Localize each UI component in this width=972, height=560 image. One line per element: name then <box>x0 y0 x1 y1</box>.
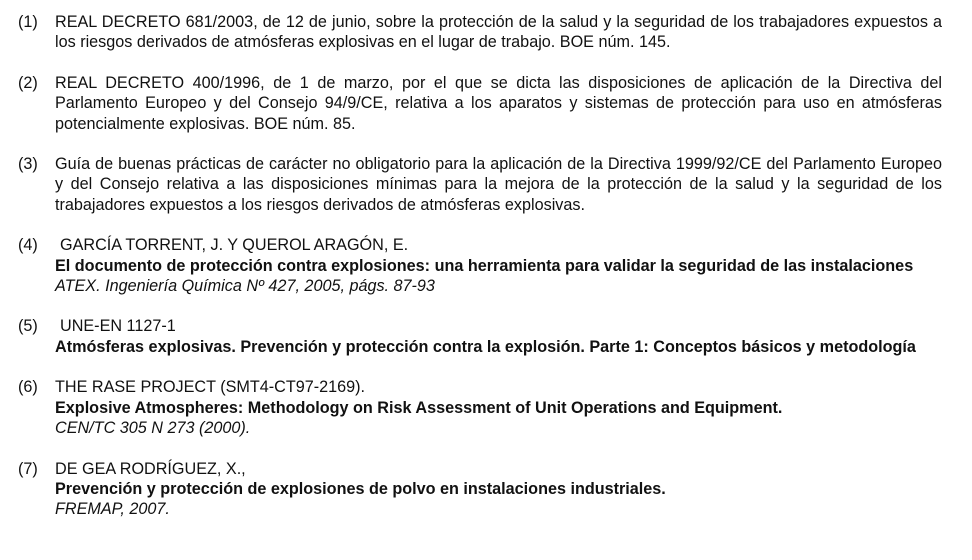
reference-source: FREMAP, 2007. <box>55 500 170 519</box>
reference-item-6 <box>18 377 942 438</box>
reference-text: REAL DECRETO 400/1996, de 1 de marzo, por el que se dicta las disposiciones de aplicación de la Directiva del Parlamento Europeo y del Consejo 94/9/CE, relativa a los aparatos y sistemas de protección para uso en atmósferas potencialmente explosivas. BOE núm. 85. <box>55 73 942 133</box>
reference-title: Atmósferas explosivas. Prevención y protección contra la explosión. Parte 1: Conceptos básicos y metodología <box>55 337 916 356</box>
reference-number: (3) <box>18 155 38 174</box>
reference-item-3 <box>18 154 942 215</box>
reference-item-4 <box>18 235 942 296</box>
reference-author: DE GEA RODRÍGUEZ, X., <box>55 459 246 478</box>
reference-body <box>55 154 942 215</box>
reference-item-7 <box>18 459 942 520</box>
reference-list <box>18 12 942 520</box>
reference-author: THE RASE PROJECT (SMT4-CT97-2169). <box>55 378 366 397</box>
reference-number: (7) <box>18 459 38 478</box>
reference-number: (6) <box>18 378 38 397</box>
reference-item-2 <box>18 73 942 134</box>
reference-body <box>55 377 942 438</box>
reference-body <box>55 73 942 134</box>
reference-body <box>55 316 942 357</box>
reference-title: Prevención y protección de explosiones de polvo en instalaciones industriales. <box>55 479 666 498</box>
reference-text: REAL DECRETO 681/2003, de 12 de junio, sobre la protección de la salud y la seguridad de los trabajadores expuestos a los riesgos derivados de atmósferas explosivas en el lugar de trabajo. BOE núm. 145. <box>55 13 942 52</box>
reference-number: (5) <box>18 317 38 336</box>
reference-number: (1) <box>18 13 38 31</box>
reference-number: (4) <box>18 236 38 255</box>
reference-title: El documento de protección contra explosiones: una herramienta para validar la seguridad de las instalaciones <box>55 256 914 275</box>
reference-body <box>55 459 942 520</box>
reference-author: UNE-EN 1127-1 <box>60 317 176 336</box>
reference-body <box>55 235 942 296</box>
reference-text: Guía de buenas prácticas de carácter no obligatorio para la aplicación de la Directiva 1999/92/CE del Parlamento Europeo y del Consejo relativa a las disposiciones mínimas para la mejora de la protección de la salud y la seguridad de los trabajadores expuestos a los riesgos derivados de atmósferas explosivas. <box>55 155 942 214</box>
reference-item-1 <box>18 12 942 53</box>
reference-body <box>55 12 942 53</box>
reference-source: ATEX. Ingeniería Química Nº 427, 2005, págs. 87-93 <box>55 277 435 296</box>
reference-source: CEN/TC 305 N 273 (2000). <box>55 419 251 438</box>
reference-title: Explosive Atmospheres: Methodology on Risk Assessment of Unit Operations and Equipment. <box>55 398 783 417</box>
reference-number: (2) <box>18 73 38 92</box>
reference-author: GARCÍA TORRENT, J. Y QUEROL ARAGÓN, E. <box>60 236 409 255</box>
reference-item-5 <box>18 316 942 357</box>
